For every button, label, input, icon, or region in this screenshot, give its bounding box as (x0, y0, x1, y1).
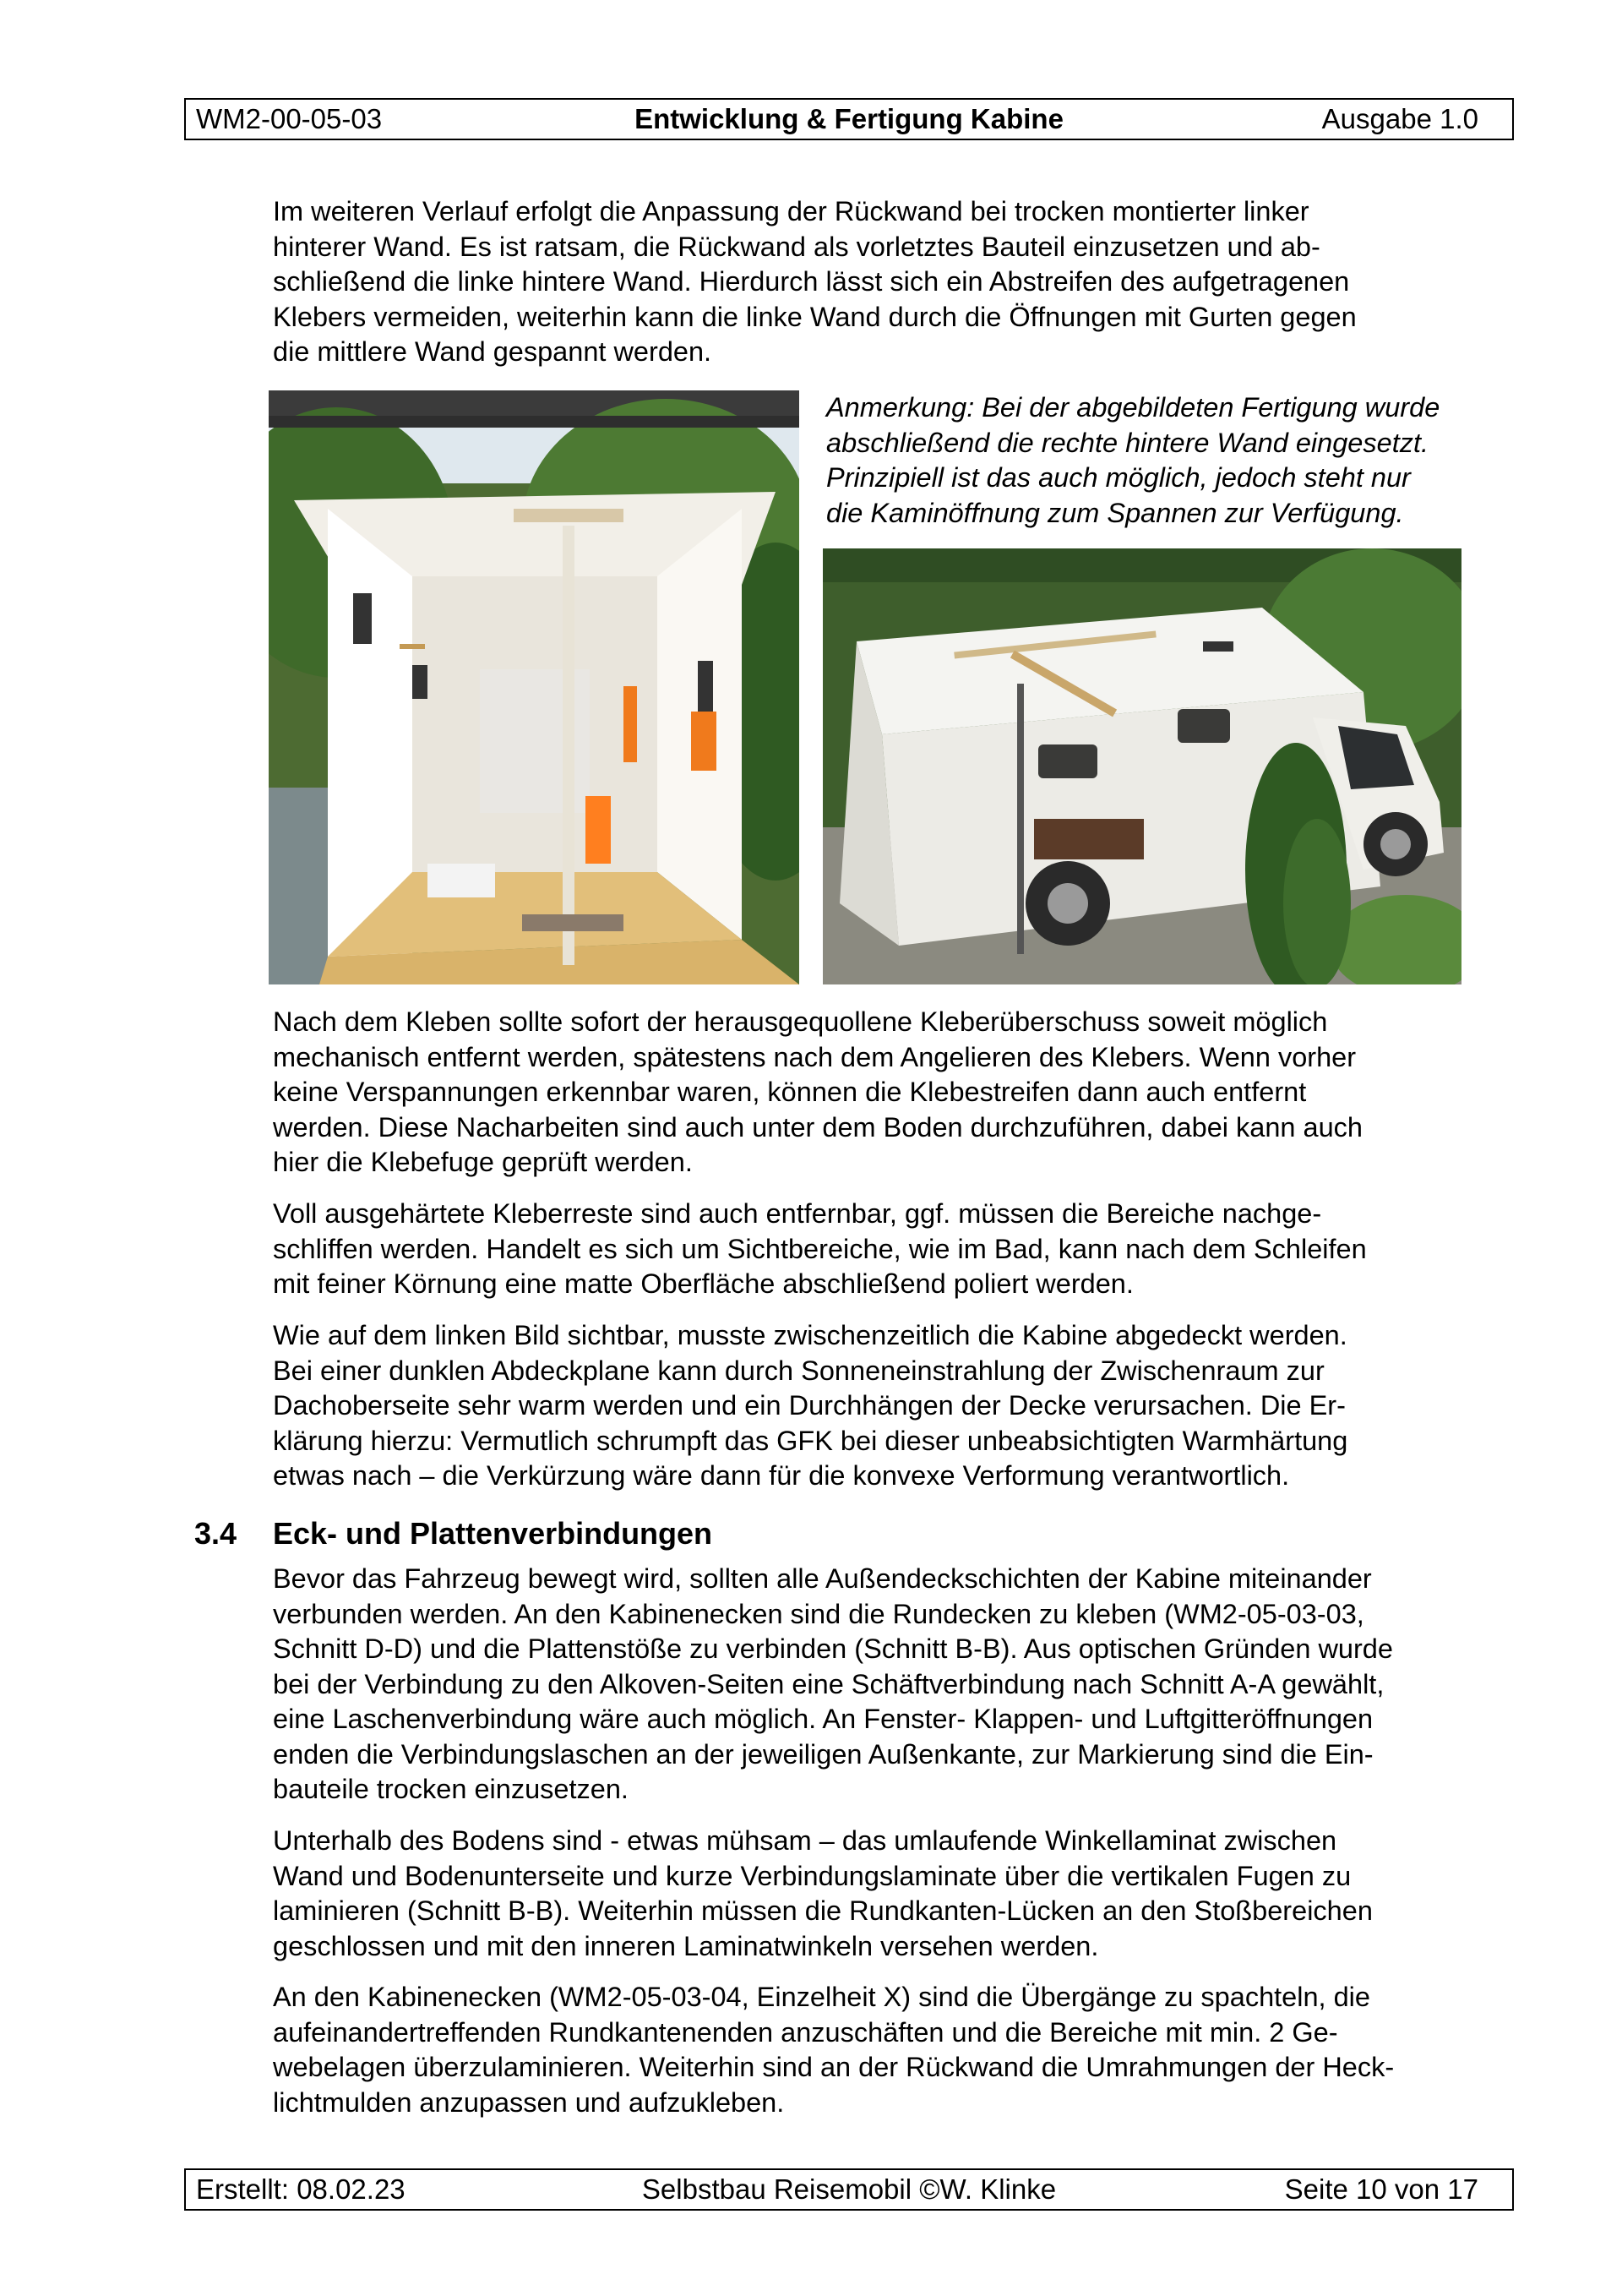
paragraph-bodenunterseite: Unterhalb des Bodens sind - etwas mühsam – das umlaufende Winkellaminat zwischen Wand und Bodenunterseite und kurze Verbindungslaminate über die vertikalen Fugen zu laminieren (Schnitt B-B). Weiterhin müssen die Rundkanten-Lücken an den Stoßbereichen geschlossen und mit den inneren Laminatwinkeln versehen werden. (273, 1825, 1373, 1961)
paragraph-rueckwand: Im weiteren Verlauf erfolgt die Anpassung der Rückwand bei trocken montierter linker hinterer Wand. Es ist ratsam, die Rückwand als vorletztes Bauteil einzusetzen und ab- schließend die linke hintere Wand. Hierdurch lässt sich ein Abstreifen des aufgetragenen Klebers vermeiden, weiterhin kann die linke Wand durch die Öffnungen mit Gurten gegen die mittlere Wand gespannt werden. (273, 196, 1357, 367)
paragraph-kabinenecken: An den Kabinenecken (WM2-05-03-04, Einzelheit X) sind die Übergänge zu spachteln, die aufeinandertreffenden Rundkantenenden anzuschäften und die Bereiche mit min. 2 Ge- webelagen überzulaminieren. Weiterhin sind an der Rückwand die Umrahmungen der Heck- lichtmulden anzupassen und aufzukleben. (273, 1982, 1395, 2118)
paragraph-kleberreste: Voll ausgehärtete Kleberreste sind auch entfernbar, ggf. müssen die Bereiche nachge- schliffen werden. Handelt es sich um Sichtbereiche, wie im Bad, kann nach dem Schleifen mit feiner Körnung eine matte Oberfläche abschließend poliert werden. (273, 1198, 1367, 1299)
page-footer (184, 2168, 1514, 2211)
section-number: 3.4 (194, 1516, 237, 1551)
section-title: Eck- und Plattenverbindungen (273, 1516, 713, 1551)
doc-title: Entwicklung & Fertigung Kabine (634, 103, 1064, 134)
page-header (184, 98, 1514, 140)
author-line: Selbstbau Reisemobil ©W. Klinke (641, 2173, 1057, 2205)
edition: Ausgabe 1.0 (1321, 103, 1478, 134)
photo-cabin-interior (269, 390, 799, 984)
page-number: Seite 10 von 17 (1284, 2173, 1478, 2205)
paragraph-abdeckplane: Wie auf dem linken Bild sichtbar, musste zwischenzeitlich die Kabine abgedeckt werden. Bei einer dunklen Abdeckplane kann durch Sonneneinstrahlung der Zwischenraum zur Dachoberseite sehr warm werden und ein Durchhängen der Decke verursachen. Die Er- klärung hierzu: Vermutlich schrumpft das GFK bei dieser unbeabsichtigten Warmhärtung etwas nach – die Verkürzung wäre dann für die konvexe Verformung verantwortlich. (273, 1320, 1348, 1491)
paragraph-verbindungen: Bevor das Fahrzeug bewegt wird, sollten alle Außendeckschichten der Kabine miteinander verbunden werden. An den Kabinenecken sind die Rundecken zu kleben (WM2-05-03-03, Schnitt D-D) und die Plattenstöße zu verbinden (Schnitt B-B). Aus optischen Gründen wurde bei der Verbindung zu den Alkoven-Seiten eine Schäftverbindung nach Schnitt A-A gewählt, eine Laschenverbindung wäre auch möglich. An Fenster- Klappen- und Luftgitteröffnungen enden die Verbindungslaschen an der jeweiligen Außenkante, zur Markierung sind die Ein- bauteile trocken einzusetzen. (273, 1563, 1393, 1804)
note-annotation: Anmerkung: Bei der abgebildeten Fertigung wurde abschließend die rechte hintere Wand eingesetzt. Prinzipiell ist das auch möglich, jedoch steht nur die Kaminöffnung zum Spannen zur Verfügung. (826, 392, 1440, 528)
doc-id: WM2-00-05-03 (196, 103, 383, 134)
created-date: Erstellt: 08.02.23 (196, 2173, 406, 2205)
paragraph-kleberueberschuss: Nach dem Kleben sollte sofort der herausgequollene Kleberüberschuss soweit möglich mechanisch entfernt werden, spätestens nach dem Angelieren des Klebers. Wenn vorher keine Verspannungen erkennbar waren, können die Klebestreifen dann auch entfernt werden. Diese Nacharbeiten sind auch unter dem Boden durchzuführen, dabei kann auch hier die Klebefuge geprüft werden. (273, 1006, 1363, 1177)
photo-cabin-exterior (823, 548, 1461, 984)
